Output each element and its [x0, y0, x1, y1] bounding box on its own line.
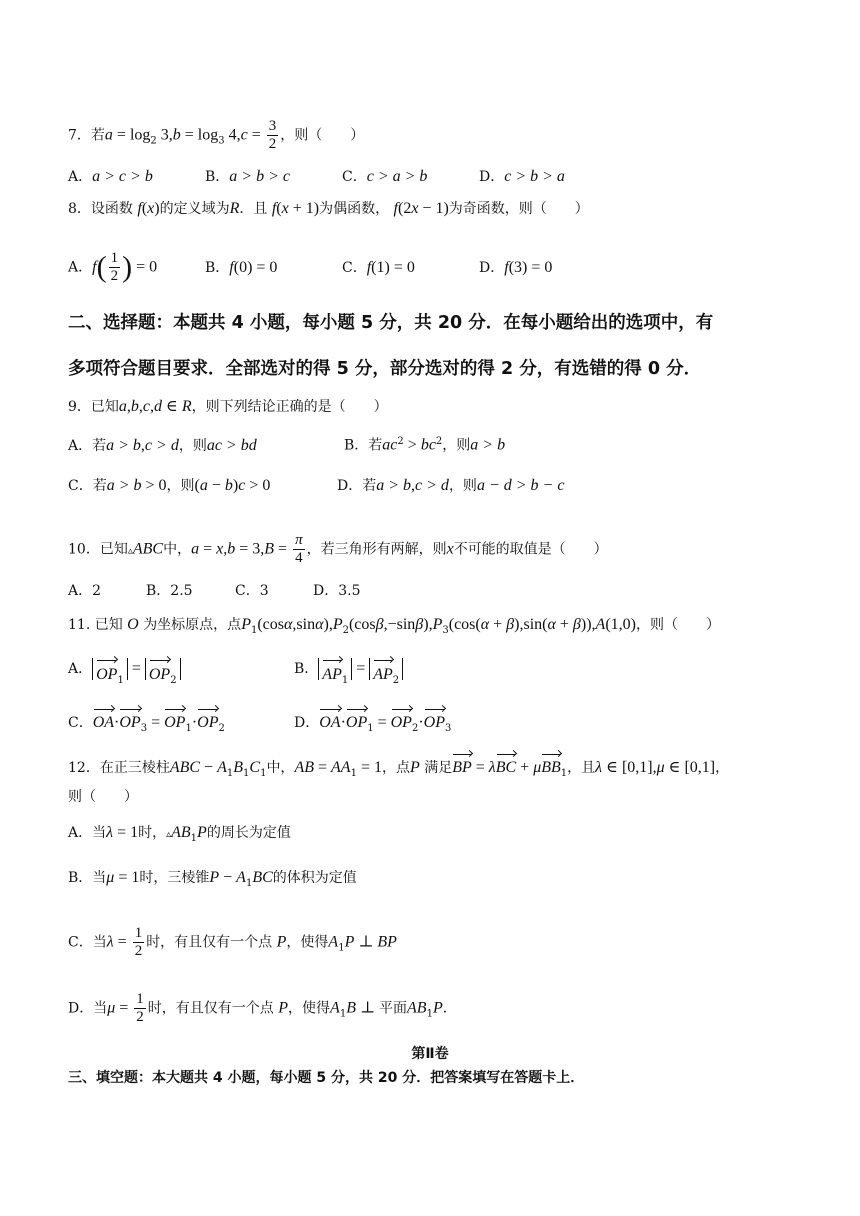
q7-option-d[interactable]: D．c > b > a: [479, 168, 565, 185]
fraction-3-2: $\frac{3}{2}$: [268, 118, 277, 152]
q8-option-d[interactable]: D．f(3) = 0: [479, 258, 553, 276]
q7-prefix: 7．若: [68, 127, 105, 144]
q9-option-a[interactable]: A．若a > b,c > d，则ac > bd: [68, 436, 257, 454]
section-2-heading-line2: 多项符合题目要求．全部选对的得 5 分，部分选对的得 2 分，有选错的得 0 分．: [68, 359, 702, 379]
question-11: 11. 已知 O 为坐标原点，点$P_1(\cos\alpha,\sin\alpha),P_2(\cos\beta,-\sin\beta),P_3(\cos(\alpha + \beta),\sin(\alpha + \beta)),A(1,0)$，则（ ）: [68, 616, 720, 636]
q11-option-a[interactable]: A． $OP_1 = OP_2$: [68, 658, 294, 680]
q9-option-d[interactable]: D．若a > b,c > d，则a − d > b − c: [337, 477, 565, 494]
q8-options: [68, 250, 552, 285]
q11-option-c[interactable]: C．$OA\cdot OP_3 = OP_1\cdot OP_2$: [68, 707, 294, 739]
q7-options: [68, 167, 565, 187]
q9-option-b[interactable]: B．若$ac^2 > bc^2$，则a > b: [344, 436, 506, 454]
q11-options-ab: [68, 658, 403, 686]
q9-options-ab: [68, 432, 505, 456]
question-7: 7．若$a = \log_2 3,b = \log_3 4,c$ = $\frac{3}{2}$ ，则（ ）: [68, 118, 365, 152]
q10-option-d[interactable]: D．3.5: [313, 583, 361, 599]
section-2-heading-line1: 二、选择题：本题共 4 小题，每小题 5 分，共 20 分．在每小题给出的选项中，有: [68, 313, 714, 333]
q7-option-c[interactable]: C．c > a > b: [342, 168, 428, 185]
q10-options: [68, 581, 361, 601]
q10-option-b[interactable]: B．2.5: [146, 583, 193, 599]
question-9: 9．已知a,b,c,d ∈ R，则下列结论正确的是（ ）: [68, 398, 388, 415]
q8-option-a[interactable]: A．f( $\frac{1}{2}$ ) = 0: [68, 250, 158, 284]
q11-option-b[interactable]: B． $AP_1 = AP_2$: [294, 658, 403, 680]
q9-options-cd: [68, 476, 564, 496]
q12-continuation: 则（ ）: [68, 789, 138, 805]
q11-options-cd: [68, 707, 451, 739]
section-3-heading: 三、填空题：本大题共 4 小题，每小题 5 分，共 20 分．把答案填写在答题卡上．: [68, 1070, 585, 1086]
q7-option-b[interactable]: B．a > b > c: [205, 168, 290, 185]
volume-2-title: 第Ⅱ卷: [411, 1046, 449, 1062]
q8-option-c[interactable]: C．f(1) = 0: [342, 258, 415, 276]
q12-option-c[interactable]: C．当λ = $\frac{1}{2}$ 时，有且仅有一个点 P，使得$A_1P$ ⊥ BP: [68, 925, 397, 959]
q12-option-a[interactable]: A．当λ = 1时，$▵AB_1P$的周长为定值: [68, 824, 291, 844]
q10-option-a[interactable]: A．2: [68, 583, 102, 599]
q12-option-b[interactable]: B．当μ = 1时，三棱锥$P - A_1BC$的体积为定值: [68, 869, 357, 889]
q12-option-d[interactable]: D．当μ = $\frac{1}{2}$ 时，有且仅有一个点 P，使得$A_1B$ ⊥ 平面$AB_1P$．: [68, 991, 457, 1025]
q7-suffix: ，则（ ）: [280, 127, 365, 144]
q10-option-c[interactable]: C．3: [235, 583, 269, 599]
q8-option-b[interactable]: B．f(0) = 0: [205, 258, 278, 276]
q7-option-a[interactable]: A．a > c > b: [68, 168, 153, 185]
question-8: 8．设函数 f(x)的定义域为R．且 f(x + 1)为偶函数， f(2x − 1)为奇函数，则（ ）: [68, 200, 589, 217]
q9-option-c[interactable]: C．若a > b > 0，则(a − b)c > 0: [68, 477, 271, 494]
question-12: 12．在正三棱柱ABC − $A_1B_1C_1$中，AB = $AA_1 = 1$，点P 满足BP = λBC + μBB$_1$，且λ ∈ [0,1],μ ∈ [0,1]，: [68, 752, 729, 784]
question-10: 10．已知▵ABC中，a = x,b = 3,B = $\frac{\pi}{4}$ ，若三角形有两解，则x不可能的取值是（ ）: [68, 532, 608, 566]
q11-option-d[interactable]: D．$OA\cdot OP_1 = OP_2\cdot OP_3$: [294, 707, 451, 739]
